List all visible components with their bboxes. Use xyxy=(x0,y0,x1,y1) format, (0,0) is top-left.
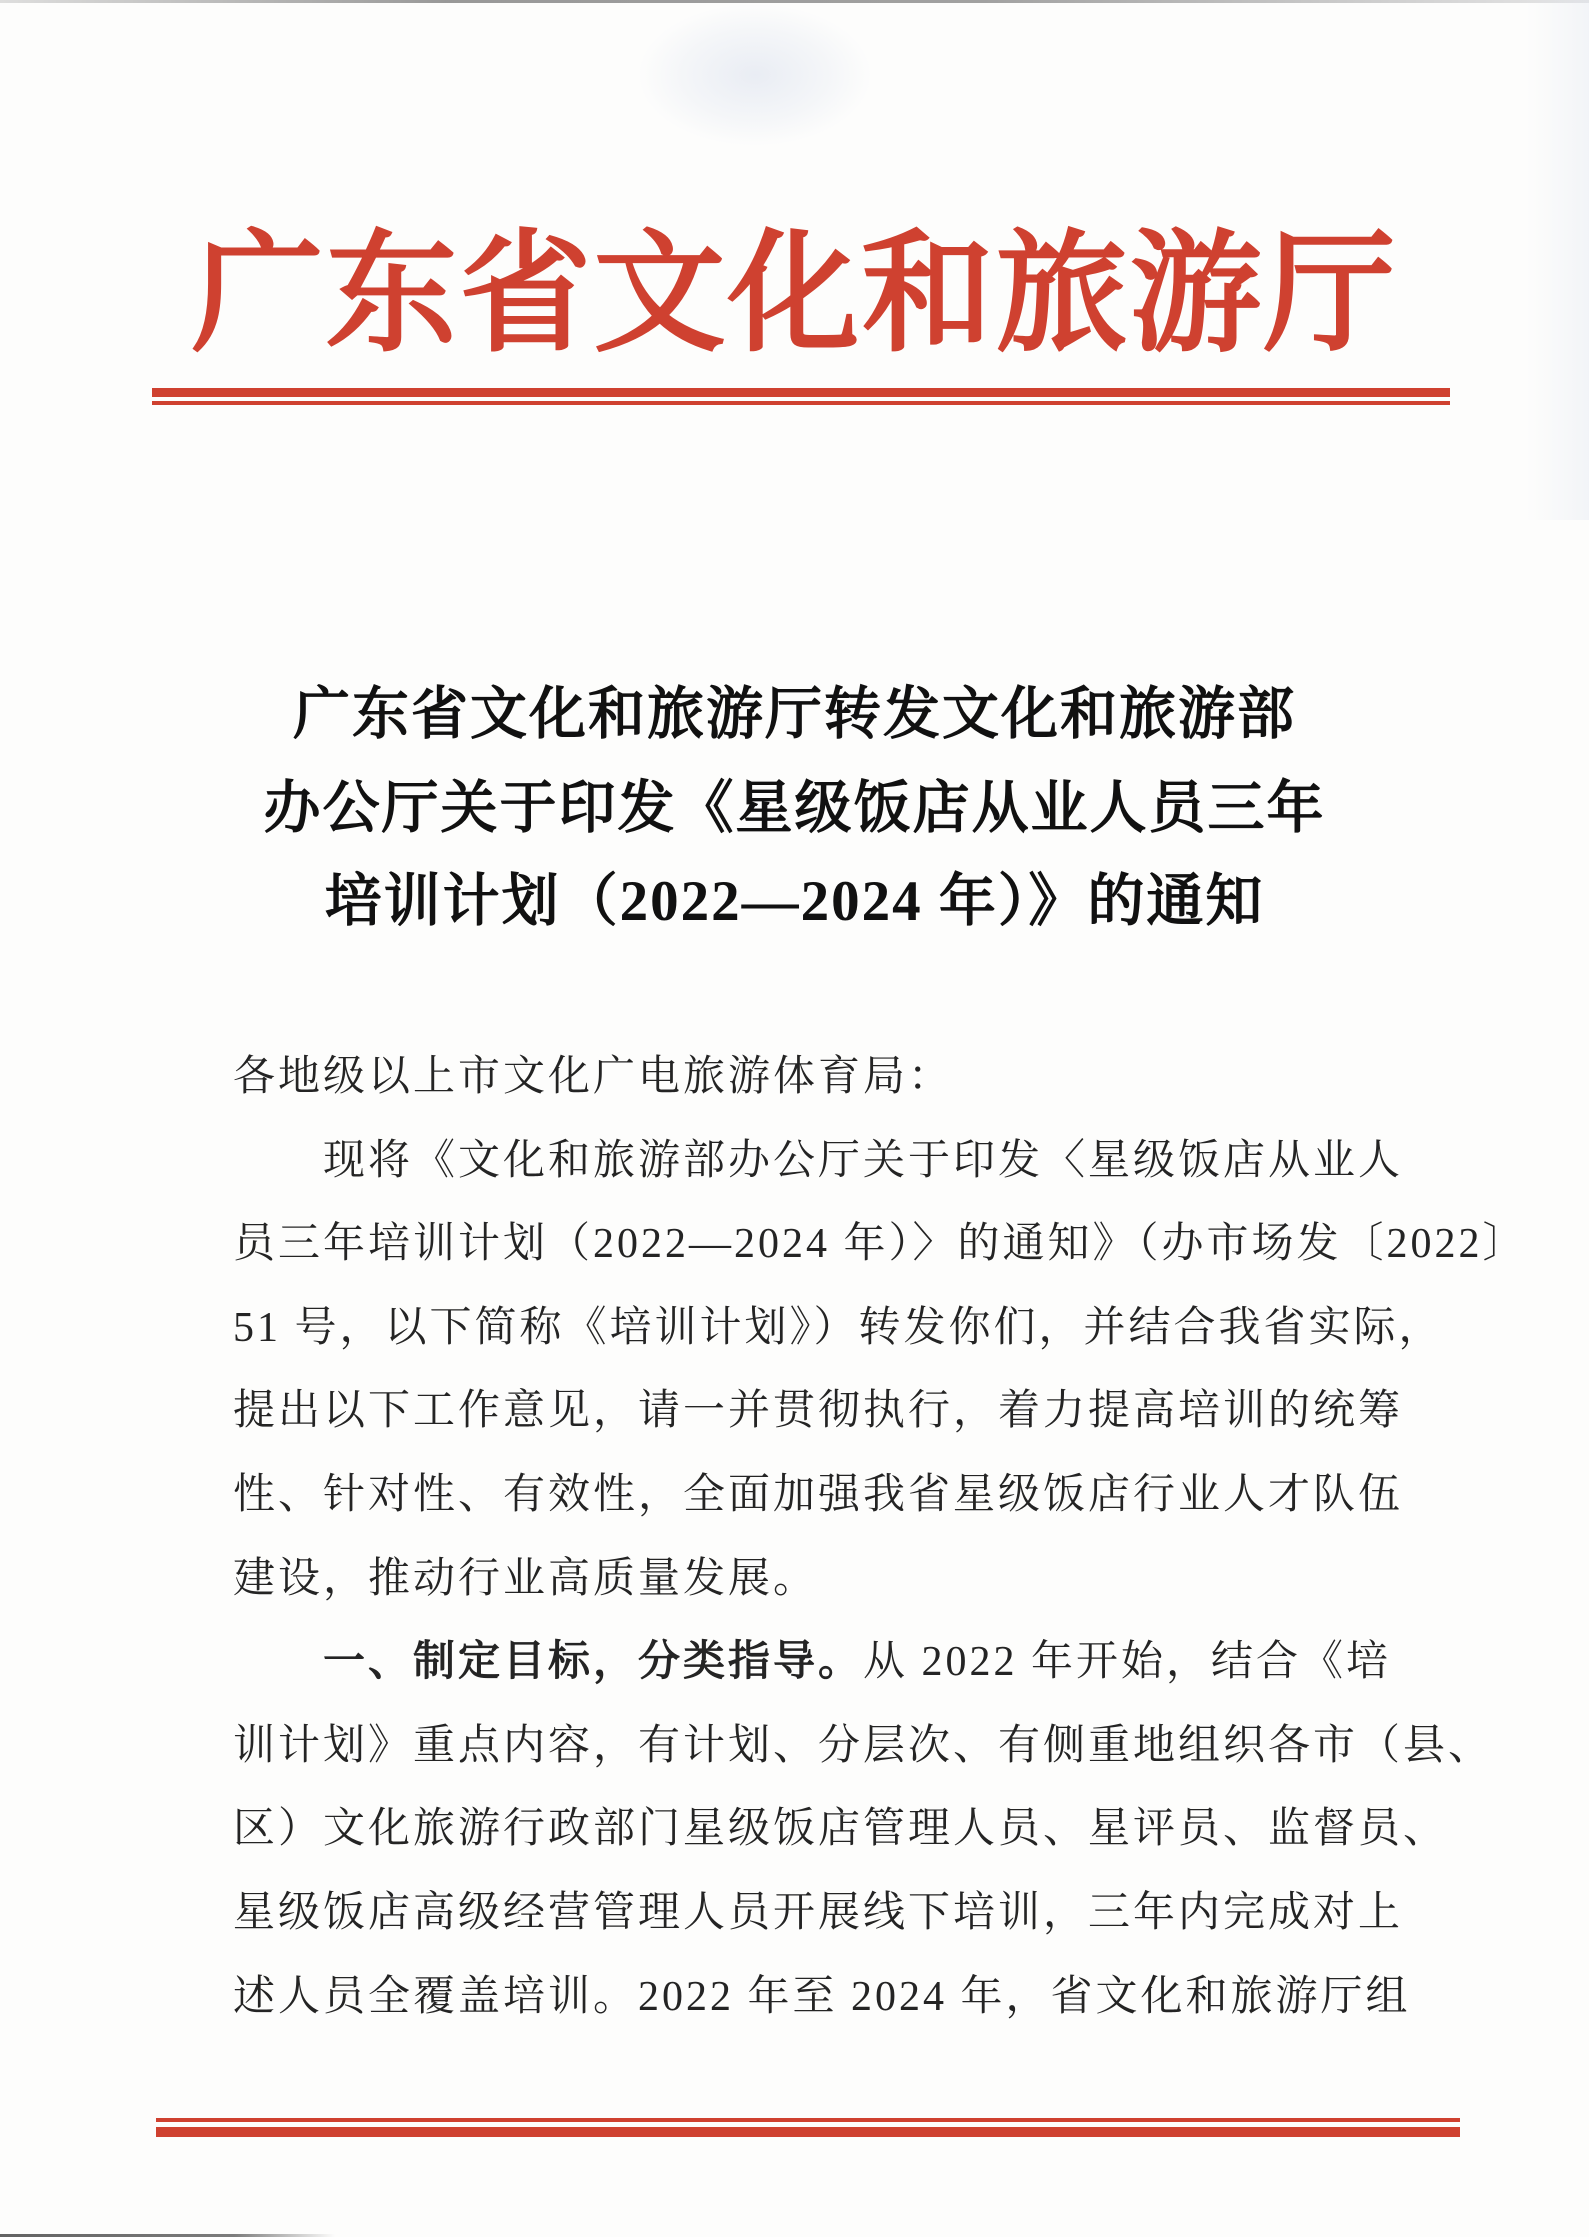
body-line: 员三年培训计划（2022—2024 年）〉的通知》（办市场发〔2022〕 xyxy=(233,1221,1528,1268)
document-title-line-3: 培训计划（2022—2024 年）》的通知 xyxy=(324,870,1265,933)
document-title-line-1: 广东省文化和旅游厅转发文化和旅游部 xyxy=(293,683,1296,746)
letterhead-rule-thick xyxy=(152,388,1450,397)
body-line: 训计划》重点内容，有计划、分层次、有侧重地组织各市（县、 xyxy=(233,1722,1494,1769)
body-line: 星级饭店高级经营管理人员开展线下培训，三年内完成对上 xyxy=(233,1889,1404,1936)
body-line: 51 号，以下简称《培训计划》）转发你们，并结合我省实际， xyxy=(233,1304,1444,1351)
section-1-heading-rest: 从 2022 年开始，结合《培 xyxy=(863,1639,1392,1686)
body-line: 性、针对性、有效性，全面加强我省星级饭店行业人才队伍 xyxy=(233,1471,1404,1518)
salutation-line: 各地级以上市文化广电旅游体育局： xyxy=(233,1054,954,1100)
letterhead-rule-thin xyxy=(152,401,1450,405)
scan-artifact-top-edge xyxy=(0,0,1589,3)
body-line: 提出以下工作意见，请一并贯彻执行，着力提高培训的统筹 xyxy=(233,1388,1404,1435)
body-line: 建设，推动行业高质量发展。 xyxy=(233,1555,819,1602)
document-title xyxy=(0,668,1589,949)
scan-artifact-top-smudge xyxy=(640,5,870,145)
section-1-heading: 一、制定目标，分类指导。 xyxy=(323,1639,864,1686)
document-body xyxy=(233,1036,1528,2039)
letterhead-agency-title: 广东省文化和旅游厅 xyxy=(191,221,1398,368)
document-title-line-2: 办公厅关于印发《星级饭店从业人员三年 xyxy=(263,776,1326,840)
footer-rule-thin xyxy=(156,2118,1460,2122)
footer-rule-thick xyxy=(156,2127,1460,2137)
section-1-first-line xyxy=(233,1621,1392,1705)
body-line: 现将《文化和旅游部办公厅关于印发〈星级饭店从业人 xyxy=(323,1137,1404,1184)
body-line: 区）文化旅游行政部门星级饭店管理人员、星评员、监督员、 xyxy=(233,1806,1449,1853)
body-line: 述人员全覆盖培训。2022 年至 2024 年，省文化和旅游厅组 xyxy=(233,1973,1411,2020)
